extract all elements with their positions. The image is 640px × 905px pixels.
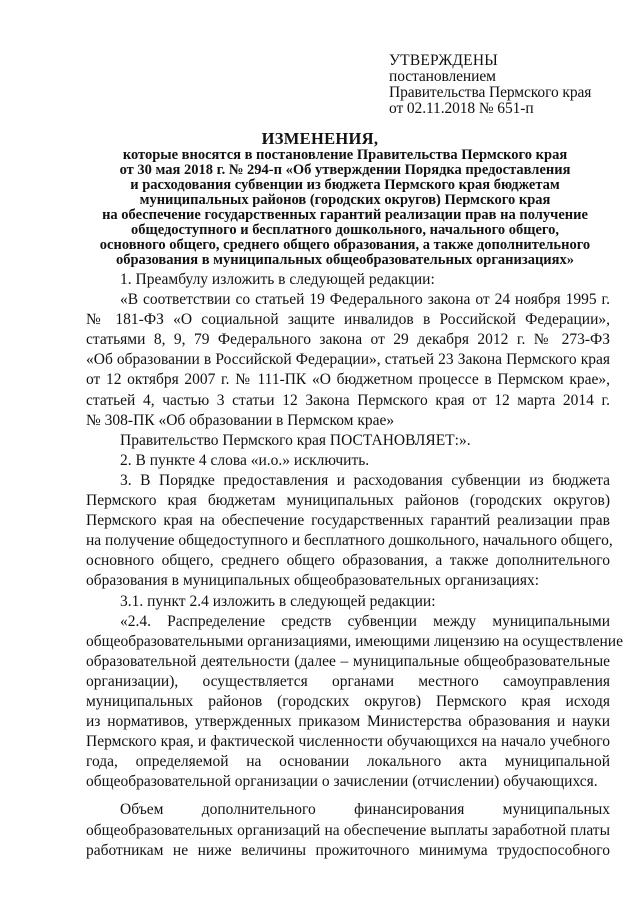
body-line: № 181-ФЗ «О социальной защите инвалидов в Российской Федерации», — [86, 311, 610, 329]
body-line: Пермского края бюджетам муниципальных районов (городских округов) — [86, 492, 610, 510]
document-subtitle — [75, 148, 615, 268]
body-line: Правительство Пермского края ПОСТАНОВЛЯЕТ:». — [120, 431, 471, 449]
approval-line: от 02.11.2018 № 651-п — [389, 100, 534, 117]
body-line: Пермского края на обеспечение государственных гарантий реализации прав — [86, 512, 610, 530]
approval-title: УТВЕРЖДЕНЫ — [389, 52, 498, 69]
paragraph-gap — [86, 792, 610, 800]
subtitle-line: общедоступного и бесплатного дошкольного, начального общего, — [130, 222, 560, 238]
subtitle-line: от 30 мая 2018 г. № 294-п «Об утверждении Порядка предоставления — [119, 162, 571, 178]
body-line: из нормативов, утвержденных приказом Министерства образования и науки — [86, 713, 610, 731]
approval-line: постановлением — [389, 68, 496, 85]
body-line: от 12 октября 2007 г. № 111-ПК «О бюджетном процессе в Пермском крае», — [86, 371, 610, 389]
body-line: 2. В пункте 4 слова «и.о.» исключить. — [120, 451, 370, 469]
body-line: статьями 8, 9, 79 Федерального закона от 29 декабря 2012 г. № 273-ФЗ — [86, 331, 610, 349]
approval-stamp — [389, 53, 619, 117]
document-title: ИЗМЕНЕНИЯ, — [261, 129, 379, 148]
body-line: статьей 4, частью 3 статьи 12 Закона Пермского края от 12 марта 2014 г. — [86, 391, 610, 409]
body-line: «2.4. Распределение средств субвенции между муниципальными — [120, 612, 610, 630]
subtitle-line: которые вносятся в постановление Правительства Пермского края — [122, 147, 568, 163]
body-line: 3. В Порядке предоставления и расходования субвенции из бюджета — [120, 471, 610, 489]
body-line: образовательной деятельности (далее – муниципальные общеобразовательные — [86, 652, 610, 670]
body-line: 1. Преамбулу изложить в следующей редакции: — [120, 271, 435, 288]
body-line: № 308-ПК «Об образовании в Пермском крае» — [86, 411, 395, 429]
subtitle-line: муниципальных районов (городских округов) Пермского края — [139, 192, 551, 208]
subtitle-line: образования в муниципальных общеобразовательных организациях» — [115, 252, 575, 268]
body-line: Объем дополнительного финансирования муниципальных — [120, 801, 610, 819]
approval-line: Правительства Пермского края — [389, 84, 592, 101]
subtitle-line: и расходования субвенции из бюджета Пермского края бюджетам — [130, 177, 560, 193]
body-line: на получение общедоступного и бесплатного дошкольного, начального общего, — [86, 532, 613, 550]
body-line: Пермского края, и фактической численности обучающихся на начало учебного — [86, 733, 610, 751]
body-line: муниципальных районов (городских округов) Пермского края исходя — [86, 692, 610, 710]
subtitle-line: основного общего, среднего общего образования, а также дополнительного — [99, 237, 591, 253]
body-line: работникам не ниже величины прожиточного минимума трудоспособного — [86, 841, 610, 859]
body-line: общеобразовательными организациями, имеющими лицензию на осуществление — [86, 632, 623, 650]
body-line: 3.1. пункт 2.4 изложить в следующей редакции: — [120, 592, 436, 610]
body-line: года, определяемой на основании локального акта муниципальной — [86, 753, 610, 771]
body-line: организации), осуществляется органами местного самоуправления — [86, 672, 610, 690]
body-line: общеобразовательной организации о зачислении (отчислении) обучающихся. — [86, 773, 598, 791]
body-line: «Об образовании в Российской Федерации», статьей 23 Закона Пермского края — [86, 351, 610, 369]
body-line: «В соответствии со статьей 19 Федерального закона от 24 ноября 1995 г. — [120, 291, 610, 309]
body-line: образования в муниципальных общеобразовательных организациях: — [86, 572, 540, 590]
subtitle-line: на обеспечение государственных гарантий реализации прав на получение — [102, 207, 588, 223]
body-line: общеобразовательных организаций на обеспечение выплаты заработной платы — [86, 821, 610, 839]
document-body — [86, 270, 623, 861]
body-line: основного общего, среднего общего образования, а также дополнительного — [86, 552, 610, 570]
